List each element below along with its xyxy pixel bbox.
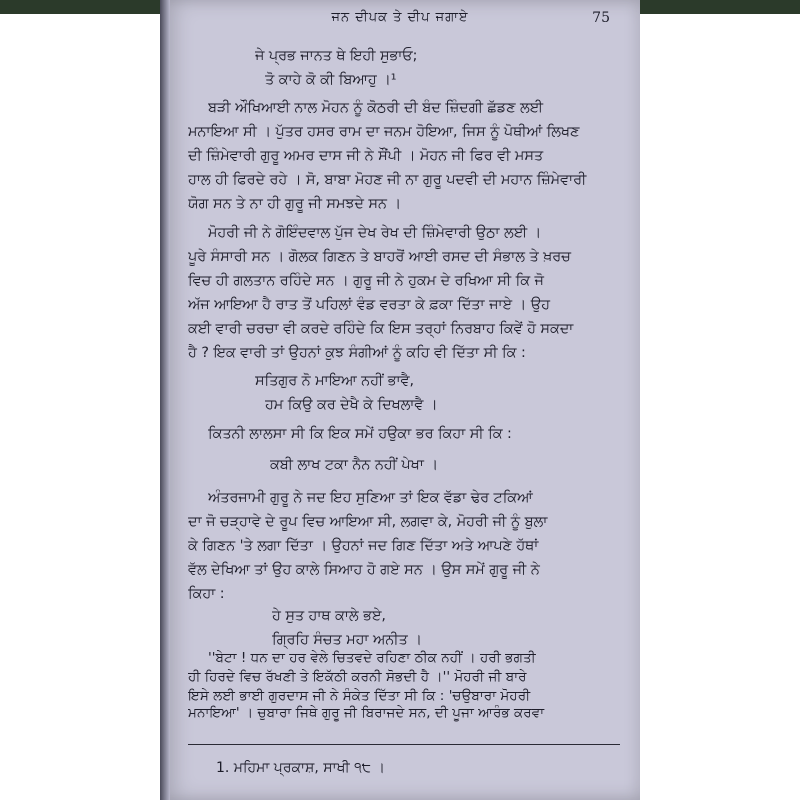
text-line: ਯੋਗ ਸਨ ਤੇ ਨਾ ਹੀ ਗੁਰੂ ਜੀ ਸਮਝਦੇ ਸਨ ।: [188, 196, 401, 212]
text-line: ਮਨਾਇਆ' । ਚੁਬਾਰਾ ਜਿਥੇ ਗੁਰੂ ਜੀ ਬਿਰਾਜਦੇ ਸਨ, ਦੀ ਪੂਜਾ ਆਰੰਭ ਕਰਵਾ: [188, 705, 545, 721]
page-gutter: [160, 0, 170, 800]
text-line: ਹਾਲ ਹੀ ਫਿਰਦੇ ਰਹੇ । ਸੋ, ਬਾਬਾ ਮੋਹਣ ਜੀ ਨਾ ਗੁਰੂ ਪਦਵੀ ਦੀ ਮਹਾਨ ਜ਼ਿੰਮੇਵਾਰੀ: [188, 172, 587, 188]
text-line: ਵਿਚ ਹੀ ਗਲਤਾਨ ਰਹਿੰਦੇ ਸਨ । ਗੁਰੂ ਜੀ ਨੇ ਹੁਕਮ ਦੇ ਰਖਿਆ ਸੀ ਕਿ ਜੋ: [188, 273, 544, 289]
text-line: ਦਾ ਜੋ ਚੜ੍ਹਾਵੇ ਦੇ ਰੂਪ ਵਿਚ ਆਇਆ ਸੀ, ਲਗਵਾ ਕੇ, ਮੋਹਰੀ ਜੀ ਨੂੰ ਬੁਲਾ: [188, 514, 548, 530]
text-line: ਇਸੇ ਲਈ ਭਾਈ ਗੁਰਦਾਸ ਜੀ ਨੇ ਸੰਕੇਤ ਦਿੱਤਾ ਸੀ ਕਿ : 'ਚਉਬਾਰਾ ਮੋਹਰੀ: [188, 688, 531, 704]
verse-line: ਕਬੀ ਲਾਖ ਟਕਾ ਨੈਨ ਨਹੀਂ ਪੇਖਾ ।: [270, 457, 438, 473]
verse-line: ਹੇ ਸੁਤ ਹਾਥ ਕਾਲੇ ਭਏ,: [272, 608, 386, 624]
text-line: ਕਿਤਨੀ ਲਾਲਸਾ ਸੀ ਕਿ ਇਕ ਸਮੇਂ ਹਉਕਾ ਭਰ ਕਿਹਾ ਸੀ ਕਿ :: [208, 426, 512, 442]
text-line: ਮਨਾਇਆ ਸੀ । ਪੁੱਤਰ ਹਸਰ ਰਾਮ ਦਾ ਜਨਮ ਹੋਇਆ, ਜਿਸ ਨੂੰ ਪੋਥੀਆਂ ਲਿਖਣ: [188, 124, 580, 140]
text-line: ਦੀ ਜ਼ਿੰਮੇਵਾਰੀ ਗੁਰੂ ਅਮਰ ਦਾਸ ਜੀ ਨੇ ਸੌਂਪੀ । ਮੋਹਨ ਜੀ ਫਿਰ ਵੀ ਮਸਤ: [188, 148, 543, 164]
text-line: ਬੜੀ ਔਖਿਆਈ ਨਾਲ ਮੋਹਨ ਨੂੰ ਕੋਠਰੀ ਦੀ ਬੰਦ ਜ਼ਿੰਦਗੀ ਛੱਡਣ ਲਈ: [208, 100, 543, 116]
book-page: [160, 0, 640, 800]
footnote: 1. ਮਹਿਮਾ ਪ੍ਰਕਾਸ਼, ਸਾਖੀ ੧੮ ।: [216, 760, 385, 776]
text-line: ਕਈ ਵਾਰੀ ਚਰਚਾ ਵੀ ਕਰਦੇ ਰਹਿੰਦੇ ਕਿ ਇਸ ਤਰ੍ਹਾਂ ਨਿਰਬਾਹ ਕਿਵੇਂ ਹੋ ਸਕਦਾ: [188, 321, 574, 337]
verse-line: ਸਤਿਗੁਰ ਨੋ ਮਾਇਆ ਨਹੀਂ ਭਾਵੈ,: [255, 373, 415, 389]
text-line: ਹੀ ਹਿਰਦੇ ਵਿਚ ਰੱਖਣੀ ਤੇ ਇਕੱਠੀ ਕਰਨੀ ਸੋਭਦੀ ਹੈ ।'' ਮੋਹਰੀ ਜੀ ਬਾਰੇ: [188, 669, 527, 685]
text-line: ''ਬੇਟਾ ! ਧਨ ਦਾ ਹਰ ਵੇਲੇ ਚਿਤਵਦੇ ਰਹਿਣਾ ਠੀਕ ਨਹੀਂ । ਹਰੀ ਭਗਤੀ: [208, 650, 536, 666]
text-line: ਅੱਜ ਆਇਆ ਹੈ ਰਾਤ ਤੋਂ ਪਹਿਲਾਂ ਵੰਡ ਵਰਤਾ ਕੇ ਫ਼ਕਾ ਦਿੱਤਾ ਜਾਏ । ਉਹ: [188, 297, 550, 313]
verse-line: ਗ੍ਰਿਹਿ ਸੰਚਤ ਮਹਾ ਅਨੀਤ ।: [272, 632, 422, 648]
text-line: ਹੈ ? ਇਕ ਵਾਰੀ ਤਾਂ ਉਹਨਾਂ ਕੁਝ ਸੰਗੀਆਂ ਨੂੰ ਕਹਿ ਵੀ ਦਿੱਤਾ ਸੀ ਕਿ :: [188, 345, 526, 361]
running-header: ਜਨ ਦੀਪਕ ਤੇ ਦੀਪ ਜਗਾਏ: [331, 10, 469, 25]
footnote-rule: [188, 744, 620, 745]
text-line: ਵੱਲ ਦੇਖਿਆ ਤਾਂ ਉਹ ਕਾਲੇ ਸਿਆਹ ਹੋ ਗਏ ਸਨ । ਉਸ ਸਮੇਂ ਗੁਰੂ ਜੀ ਨੇ: [188, 562, 540, 578]
text-line: ਪੂਰੇ ਸੰਸਾਰੀ ਸਨ । ਗੋਲਕ ਗਿਣਨ ਤੇ ਬਾਹਰੋਂ ਆਈ ਰਸਦ ਦੀ ਸੰਭਾਲ ਤੇ ਖ਼ਰਚ: [188, 249, 571, 265]
text-line: ਕਿਹਾ :: [188, 586, 225, 602]
verse-line: ਜੇ ਪ੍ਰਭ ਜਾਨਤ ਥੇ ਇਹੀ ਸੁਭਾਓ;: [255, 48, 418, 64]
verse-line: ਤੋ ਕਾਹੇ ਕੋ ਕੀ ਬਿਆਹੁ ।¹: [265, 72, 397, 88]
page-number: 75: [592, 10, 610, 26]
text-line: ਮੋਹਰੀ ਜੀ ਨੇ ਗੋਇੰਦਵਾਲ ਪੁੱਜ ਦੇਖ ਰੇਖ ਦੀ ਜ਼ਿੰਮੇਵਾਰੀ ਉਠਾ ਲਈ ।: [208, 225, 542, 241]
verse-line: ਹਮ ਕਿਉ ਕਰ ਦੇਖੈ ਕੇ ਦਿਖਲਾਵੈ ।: [265, 397, 438, 413]
text-line: ਕੇ ਗਿਣਨ 'ਤੇ ਲਗਾ ਦਿੱਤਾ । ਉਹਨਾਂ ਜਦ ਗਿਣ ਦਿੱਤਾ ਅਤੇ ਆਪਣੇ ਹੱਥਾਂ: [188, 538, 539, 554]
text-line: ਅੰਤਰਜਾਮੀ ਗੁਰੂ ਨੇ ਜਦ ਇਹ ਸੁਣਿਆ ਤਾਂ ਇਕ ਵੱਡਾ ਢੇਰ ਟਕਿਆਂ: [208, 490, 533, 506]
